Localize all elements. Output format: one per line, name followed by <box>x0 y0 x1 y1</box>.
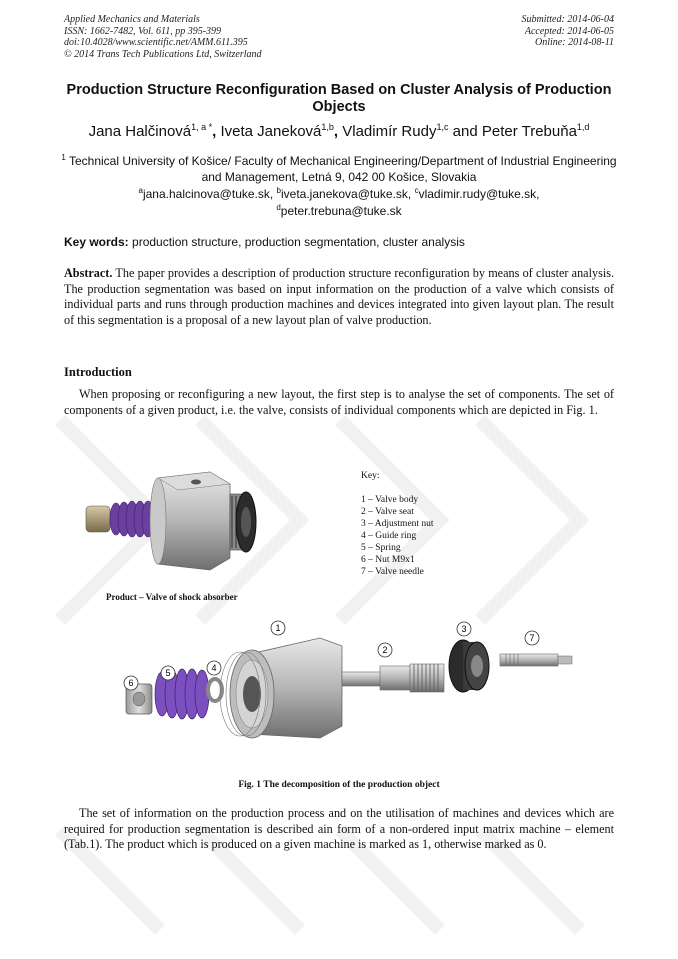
callout-5 <box>161 666 175 680</box>
key-item: 3 – Adjustment nut <box>361 519 434 529</box>
callout-6 <box>124 676 138 690</box>
figure-caption: Fig. 1 The decomposition of the production object <box>238 780 440 790</box>
doi-line: doi:10.4028/www.scientific.net/AMM.611.395 <box>64 37 248 48</box>
author-name: Jana Halčinová <box>88 123 192 140</box>
svg-text:5: 5 <box>165 668 171 678</box>
author-name: Iveta Janeková <box>220 123 322 140</box>
author-name: Peter Trebuňa <box>481 123 577 140</box>
svg-text:4: 4 <box>211 663 217 673</box>
key-item: 6 – Nut M9x1 <box>361 555 415 565</box>
journal-name: Applied Mechanics and Materials <box>64 14 200 25</box>
email-link[interactable]: iveta.janekova@tuke.sk, <box>281 187 415 201</box>
paper-title: Production Structure Reconfiguration Based on Cluster Analysis of Production Objects <box>66 82 612 115</box>
author-sup: 1,d <box>576 122 590 132</box>
affiliation: $^1$ Technical University of Košice/ Faculty of Mechanical Engineering/Department of Industrial Engineering and Management, Letná 9, 042 00 Košice, Slovakia <box>61 153 617 184</box>
svg-text:1: 1 <box>275 623 281 633</box>
svg-text:6: 6 <box>128 678 134 688</box>
intro-paragraph: When proposing or reconfiguring a new layout, the first step is to analyse the set of components. The set of components of a given product, i.e. the valve, consists of individual components which are depicted in Fig. 1. <box>64 387 614 417</box>
keywords-text: production structure, production segmentation, cluster analysis <box>128 235 465 249</box>
valve-decomposition-figure <box>80 458 600 778</box>
key-title: Key: <box>361 471 380 481</box>
copyright-line: © 2014 Trans Tech Publications Ltd, Switzerland <box>64 48 262 60</box>
journal-info <box>64 14 262 60</box>
key-item: 1 – Valve body <box>361 495 419 505</box>
submitted-date: Submitted: 2014-06-04 <box>521 14 614 25</box>
part-2-valve-seat <box>342 664 444 692</box>
figure-key <box>361 470 434 578</box>
part-1-valve-body <box>220 638 342 738</box>
author-name: Vladimír Rudy <box>342 123 437 140</box>
key-item: 7 – Valve needle <box>361 567 424 577</box>
section-heading-introduction: Introduction <box>64 365 132 379</box>
issn-line: ISSN: 1662-7482, Vol. 611, pp 395-399 <box>64 25 222 37</box>
email-link[interactable]: vladimir.rudy@tuke.sk, <box>418 187 540 201</box>
dates-info <box>522 14 615 49</box>
product-caption: Product – Valve of shock absorber <box>106 592 238 602</box>
accepted-date: Accepted: 2014-06-05 <box>524 25 614 37</box>
online-date: Online: 2014-08-11 <box>535 37 614 48</box>
svg-text:3: 3 <box>461 624 467 634</box>
callout-4 <box>207 661 221 675</box>
author-list: Jana Halčinová$^{1, a *}$, Iveta Janeková$^{1,b}$, Vladimír Rudy$^{1,c}$ and Peter Trebuňa$^{1,d}$ <box>88 122 590 140</box>
key-item: 4 – Guide ring <box>361 531 417 541</box>
callout-7 <box>525 631 539 645</box>
author-sup: 1,c <box>436 122 449 132</box>
email-list: $^a$jana.halcinova@tuke.sk, $^b$iveta.janekova@tuke.sk, $^c$vladimir.rudy@tuke.sk, $^d$peter.trebuna@tuke.sk <box>138 186 540 218</box>
author-sup: 1,b <box>321 122 334 132</box>
abstract-label: Abstract. <box>64 266 113 280</box>
callout-1 <box>271 621 285 635</box>
key-item: 2 – Valve seat <box>361 507 414 517</box>
exploded-view <box>124 621 572 738</box>
assembled-valve <box>86 472 256 570</box>
callout-2 <box>378 643 392 657</box>
callout-3 <box>457 622 471 636</box>
body-paragraph: The set of information on the production process and on the utilisation of machines and devices which are required for production segmentation is described ain form of a non-ordered input matrix machine – element (Tab.1). The product which is produced on a given machine is marked as 1, otherwise marked as 0. <box>64 806 614 852</box>
part-7-valve-needle <box>500 654 572 666</box>
svg-text:7: 7 <box>529 633 535 643</box>
email-link[interactable]: peter.trebuna@tuke.sk <box>280 204 402 218</box>
keywords-label: Key words: <box>64 235 129 249</box>
svg-text:2: 2 <box>382 645 388 655</box>
key-item: 5 – Spring <box>361 543 401 553</box>
part-3-adjustment-nut <box>449 640 489 692</box>
author-sup: 1, a * <box>191 122 213 132</box>
abstract <box>64 266 614 329</box>
email-link[interactable]: jana.halcinova@tuke.sk, <box>142 187 277 201</box>
abstract-text: The paper provides a description of production structure reconfiguration by means of cluster analysis. The production segmentation was based on input information on the production of a valve which consists of individual parts and runs through production machines and devices integrated into given layout plan. The result of this segmentation is a proposal of a new layout plan of valve production. <box>64 266 614 328</box>
keywords <box>64 235 465 249</box>
